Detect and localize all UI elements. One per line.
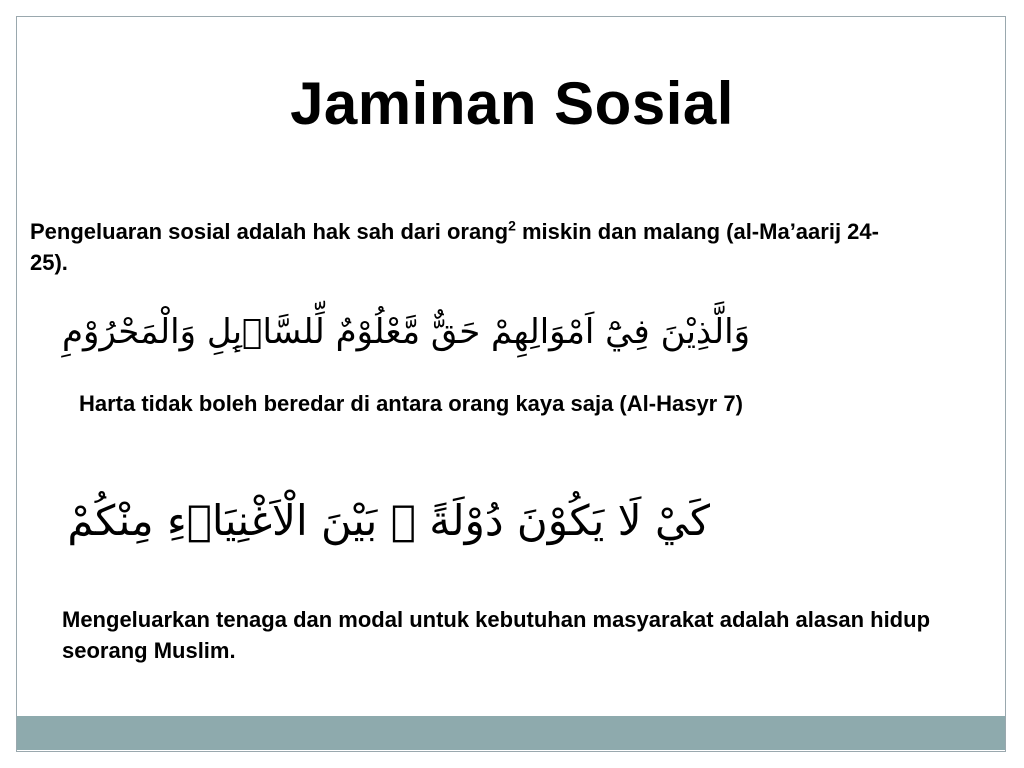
slide-title: Jaminan Sosial (290, 70, 734, 137)
footer-bar (17, 716, 1005, 750)
point-social-expenditure (30, 216, 910, 278)
point-wealth-circulation: Harta tidak boleh beredar di antara orang kaya saja (Al-Hasyr 7) (79, 391, 743, 416)
arabic-verse-al-hasyr: كَيْ لَا يَكُوْنَ دُوْلَةً ۢ بَيْنَ الْاَغْنِيَاۤءِ مِنْكُمْ (67, 496, 710, 545)
point-1-text-after: miskin dan malang (al-Ma’aarij 24-25). (30, 219, 879, 275)
point-1-superscript: 2 (508, 217, 516, 234)
point-labor-capital: Mengeluarkan tenaga dan modal untuk kebutuhan masyarakat adalah alasan hidup seorang Muslim. (62, 607, 931, 663)
arabic-verse-al-maarij: وَالَّذِيْنَ فِيْٓ اَمْوَالِهِمْ حَقٌّ مَّعْلُوْمٌ لِّلسَّاۤىِٕلِ وَالْمَحْرُوْمِ (61, 312, 750, 352)
point-1-text-before: Pengeluaran sosial adalah hak sah dari orang (30, 219, 509, 244)
